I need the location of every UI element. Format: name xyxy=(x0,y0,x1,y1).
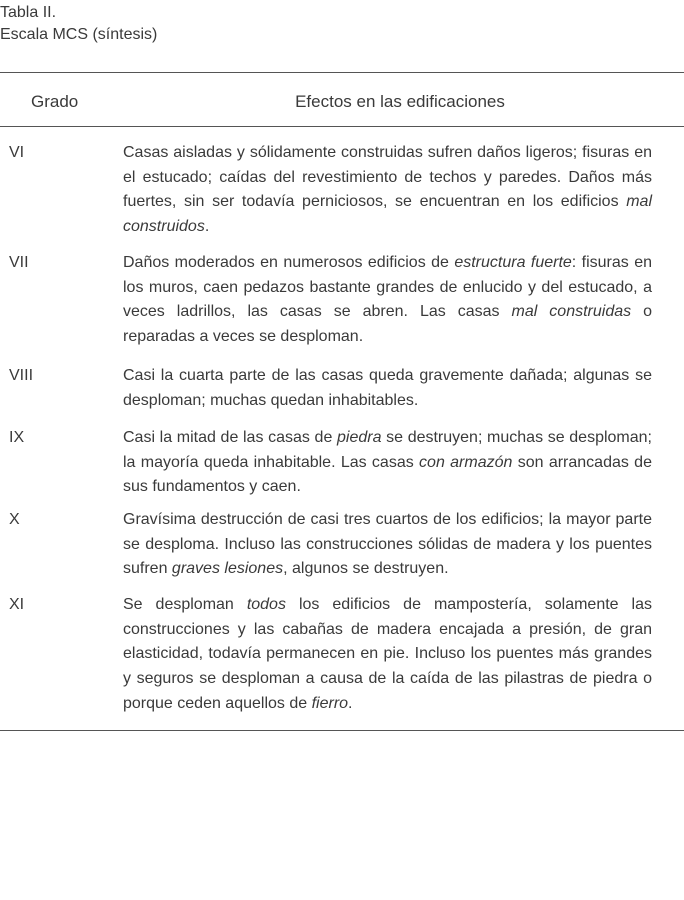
italic-term: todos xyxy=(246,596,286,613)
effects-cell xyxy=(123,251,652,350)
effects-cell xyxy=(123,426,652,500)
header-rule xyxy=(0,126,684,127)
text-segment: Se desploman xyxy=(123,596,247,613)
grade-cell: VIII xyxy=(9,367,34,384)
text-segment: Casas aisladas y sólidamente construidas sufren daños ligeros; fisuras en el estucado; caídas del revestimiento de techos y paredes. Daños más fuertes, sin ser todavía perniciosos, se encuentran en los edificios xyxy=(123,144,652,211)
table-title: Escala MCS (síntesis) xyxy=(0,26,158,43)
text-segment: se destruyen; muchas se desploman; la mayoría queda inhabitable. Las casas xyxy=(123,429,652,471)
text-segment: los edificios de mampostería, solamente las construcciones y las cabañas de madera encajada a presión, de gran elasticidad, todavía permanecen en pie. Incluso los puentes más grandes y seguros se desploman a causa de la caída de las pilastras de piedra o porque ceden aquellos de xyxy=(123,596,652,712)
text-segment: : fisuras en los muros, caen pedazos bastante grandes de enlucido y del estucado, a veces ladrillos, las casas se abren. Las casas xyxy=(123,254,652,321)
text-segment: Casi la mitad de las casas de xyxy=(123,429,337,446)
text-segment: son arrancadas de sus fundamentos y caen. xyxy=(123,453,652,496)
text-segment: . xyxy=(204,218,210,236)
text-segment: . xyxy=(348,694,353,712)
grade-cell: IX xyxy=(9,429,25,446)
italic-term: estructura fuerte xyxy=(454,254,572,271)
effects-cell xyxy=(123,508,652,582)
text-segment: , algunos se destruyen. xyxy=(283,560,449,578)
grade-cell: XI xyxy=(9,596,25,613)
grade-cell: VI xyxy=(9,144,25,161)
italic-term: graves lesiones xyxy=(171,560,284,578)
column-header-grado: Grado xyxy=(31,92,79,111)
text-segment: Casi la cuarta parte de las casas queda gravemente dañada; algunas se desploman; muchas quedan inhabitables. xyxy=(123,367,652,409)
text-segment: Daños moderados en numerosos edificios de xyxy=(123,254,455,271)
bottom-rule xyxy=(0,730,684,731)
italic-term: mal construidas xyxy=(511,303,632,321)
italic-term: mal construidos xyxy=(123,193,652,236)
italic-term: con armazón xyxy=(419,453,513,471)
effects-cell xyxy=(123,141,652,240)
text-segment: o reparadas a veces se desploman. xyxy=(123,303,653,346)
text-segment: Gravísima destrucción de casi tres cuartos de los edificios; la mayor parte se desploma. Incluso las construcciones sólidas de madera y los puentes sufren xyxy=(123,511,652,578)
table-number: Tabla II. xyxy=(0,4,57,21)
effects-cell xyxy=(123,593,652,717)
italic-term: piedra xyxy=(337,429,382,446)
grade-cell: VII xyxy=(9,254,29,271)
column-header-efectos: Efectos en las edificaciones xyxy=(295,92,505,111)
table-caption xyxy=(0,2,157,46)
top-rule xyxy=(0,72,684,73)
effects-cell xyxy=(123,364,652,413)
grade-cell: X xyxy=(9,511,20,528)
italic-term: fierro xyxy=(311,694,349,712)
